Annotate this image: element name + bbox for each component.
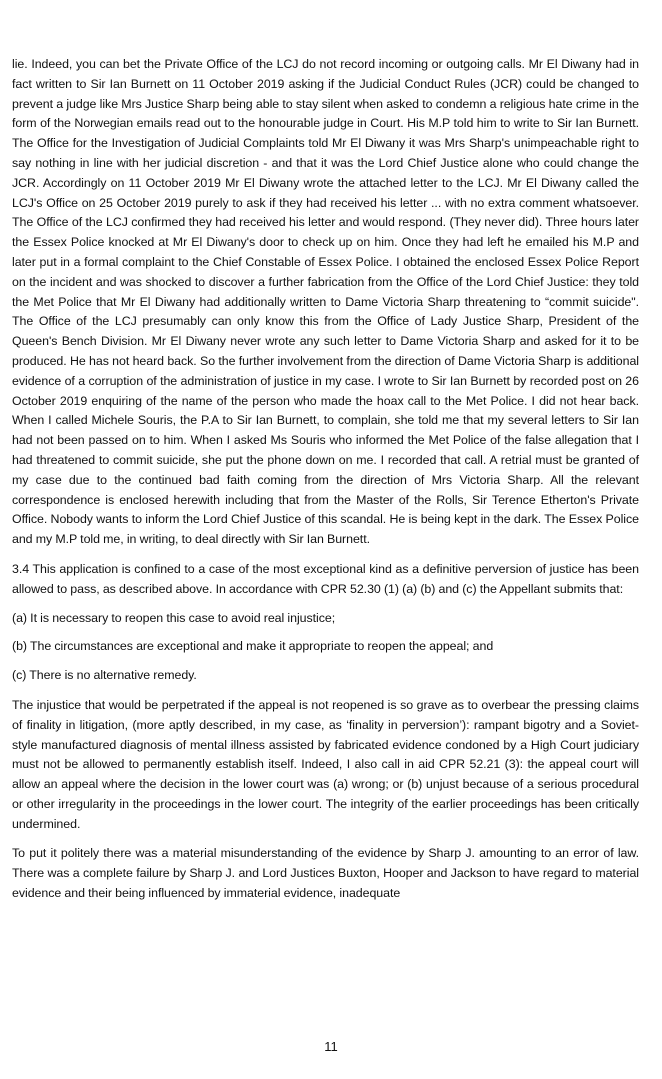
paragraph-criterion-c: (c) There is no alternative remedy. — [12, 668, 197, 683]
document-body — [12, 55, 639, 904]
paragraph-3-4-application: 3.4 This application is confined to a case of the most exceptional kind as a definitive perversion of justice has been allowed to pass, as described above. In accordance with CPR 52.30 (1) (a) (b) and (c) the Appellant submits that: — [12, 561, 639, 596]
paragraph-misunderstanding: To put it politely there was a material misunderstanding of the evidence by Sharp J. amounting to an error of law. There was a complete failure by Sharp J. and Lord Justices Buxton, Hooper and Jackson to have regard to material evidence and their being influenced by immaterial evidence, inadequate — [12, 846, 639, 901]
paragraph-criterion-b: (b) The circumstances are exceptional and make it appropriate to reopen the appeal; and — [12, 639, 494, 654]
page-number: 11 — [324, 1039, 338, 1054]
paragraph-criterion-a: (a) It is necessary to reopen this case to avoid real injustice; — [12, 610, 336, 625]
paragraph-lcj-correspondence: lie. Indeed, you can bet the Private Office of the LCJ do not record incoming or outgoing calls. Mr El Diwany had in fact written to Sir Ian Burnett on 11 October 2019 asking if the Judicial Conduct Rules (JCR) could be changed to prevent a judge like Mrs Justice Sharp being able to stay silent when asked to condemn a religious hate crime in the form of the Norwegian emails read out to the honourable judge in Court. His M.P told him to write to Sir Ian Burnett. The Office for the Investigation of Judicial Complaints told Mr El Diwany it was Mrs Sharp's unimpeachable right to say nothing in line with her judicial discretion - and that it was the Lord Chief Justice alone who could change the JCR. Accordingly on 11 October 2019 Mr El Diwany wrote the attached letter to the LCJ. Mr El Diwany called the LCJ's Office on 25 October 2019 purely to ask if they had received his letter ... with no extra comment whatsoever. The Office of the LCJ confirmed they had received his letter and would respond. (They never did). Three hours later the Essex Police knocked at Mr El Diwany's door to check up on him. Once they had left he emailed his M.P and later put in a formal complaint to the Chief Constable of Essex Police. I obtained the enclosed Essex Police Report on the incident and was shocked to discover a further fabrication from the Office of the Lord Chief Justice: they told the Met Police that Mr El Diwany had additionally written to Dame Victoria Sharp threatening to “commit suicide". The Office of the LCJ presumably can only know this from the Office of Lady Justice Sharp, President of the Queen's Bench Division. Mr El Diwany never wrote any such letter to Dame Victoria Sharp and asked for it to be produced. He has not heard back. So the further involvement from the direction of Dame Victoria Sharp is additional evidence of a corruption of the administration of justice in my case. I wrote to Sir Ian Burnett by recorded post on 26 October 2019 enquiring of the name of the person who made the hoax call to the Met Police. I did not hear back. When I called Michele Souris, the P.A to Sir Ian Burnett, to complain, she told me that my several letters to Sir Ian had not been passed on to him. When I asked Ms Souris who informed the Met Police of the false allegation that I had threatened to commit suicide, she put the phone down on me. I recorded that call. A retrial must be granted of my case due to the continued bad faith coming from the direction of Mrs Victoria Sharp. All the relevant correspondence is enclosed herewith including that from the Master of the Rolls, Sir Terence Etherton's Private Office. Nobody wants to inform the Lord Chief Justice of this scandal. He is being kept in the dark. The Essex Police and my M.P told me, in writing, to deal directly with Sir Ian Burnett. — [12, 57, 639, 547]
paragraph-injustice: The injustice that would be perpetrated if the appeal is not reopened is so grave as to overbear the pressing claims of finality in litigation, (more aptly described, in my case, as ‘finality in perversion’): rampant bigotry and a Soviet-style manufactured diagnosis of mental illness assisted by fabricated evidence condoned by a High Court judiciary must not be allowed to permanently establish itself. Indeed, I also call in aid CPR 52.21 (3): the appeal court will allow an appeal where the decision in the lower court was (a) wrong; or (b) unjust because of a serious procedural or other irregularity in the proceedings in the lower court. The integrity of the earlier proceedings has been critically undermined. — [12, 697, 639, 831]
